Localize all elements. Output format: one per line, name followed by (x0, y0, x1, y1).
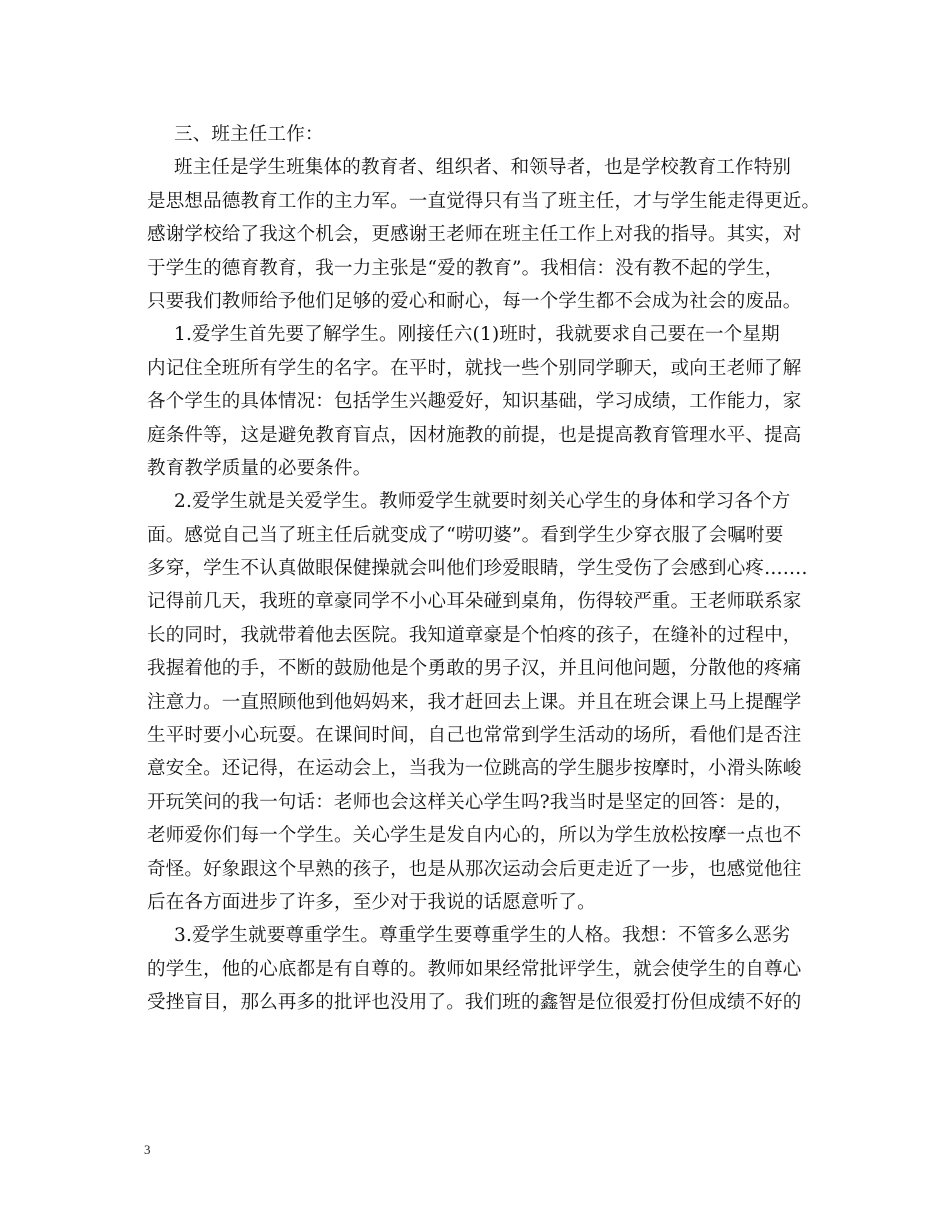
paragraph-line: 3.爱学生就要尊重学生。尊重学生要尊重学生的人格。我想：不管多么恶劣 (174, 925, 791, 947)
paragraph-line: 庭条件等，这是避免教育盲点，因材施教的前提，也是提高教育管理水平、提高 (147, 424, 802, 446)
paragraph-line: 老师爱你们每一个学生。关心学生是发自内心的，所以为学生放松按摩一点也不 (147, 825, 802, 847)
paragraph-line: 于学生的德育教育，我一力主张是“爱的教育”。我相信：没有教不起的学生， (147, 257, 784, 279)
paragraph-line: 各个学生的具体情况：包括学生兴趣爱好，知识基础，学习成绩，工作能力，家 (147, 391, 802, 413)
paragraph-line: 注意力。一直照顾他到他妈妈来，我才赶回去上课。并且在班会课上马上提醒学 (147, 691, 802, 713)
paragraph-line: 2.爱学生就是关爱学生。教师爱学生就要时刻关心学生的身体和学习各个方 (174, 491, 791, 513)
paragraph-line: 后在各方面进步了许多，至少对于我说的话愿意听了。 (147, 891, 596, 913)
body-text (147, 118, 821, 1020)
paragraph-line: 记得前几天，我班的章豪同学不小心耳朵碰到桌角，伤得较严重。王老师联系家 (147, 591, 802, 613)
paragraph-line: 开玩笑问的我一句话：老师也会这样关心学生吗?我当时是坚定的回答：是的， (147, 791, 793, 813)
paragraph-line: 班主任是学生班集体的教育者、组织者、和领导者，也是学校教育工作特别 (174, 157, 792, 179)
page-number: 3 (144, 1142, 151, 1157)
paragraph-line: 感谢学校给了我这个机会，更感谢王老师在班主任工作上对我的指导。其实，对 (147, 224, 802, 246)
section-heading: 三、班主任工作： (174, 124, 324, 145)
paragraph-line: 我握着他的手，不断的鼓励他是个勇敢的男子汉，并且问他问题，分散他的疼痛 (147, 658, 802, 680)
paragraph-line: 受挫盲目，那么再多的批评也没用了。我们班的鑫智是位很爱打份但成绩不好的 (147, 992, 802, 1014)
paragraph-line: 生平时要小心玩耍。在课间时间，自己也常常到学生活动的场所，看他们是否注 (147, 725, 802, 747)
paragraph-line: 教育教学质量的必要条件。 (147, 457, 372, 479)
paragraph-line: 长的同时，我就带着他去医院。我知道章豪是个怕疼的孩子，在缝补的过程中， (147, 624, 802, 646)
paragraph-line: 的学生，他的心底都是有自尊的。教师如果经常批评学生，就会使学生的自尊心 (147, 958, 802, 980)
paragraph-line: 是思想品德教育工作的主力军。一直觉得只有当了班主任，才与学生能走得更近。 (147, 190, 821, 212)
paragraph-line: 只要我们教师给予他们足够的爱心和耐心，每一个学生都不会成为社会的废品。 (147, 290, 802, 312)
paragraph-line: 奇怪。好象跟这个早熟的孩子，也是从那次运动会后更走近了一步，也感觉他往 (147, 858, 802, 880)
paragraph-line: 1.爱学生首先要了解学生。刚接任六(1)班时，我就要求自己要在一个星期 (174, 324, 780, 346)
paragraph-line: 内记住全班所有学生的名字。在平时，就找一些个别同学聊天，或向王老师了解 (147, 357, 802, 379)
paragraph-line: 意安全。还记得，在运动会上，当我为一位跳高的学生腿步按摩时，小滑头陈峻 (147, 758, 802, 780)
paragraph-line: 多穿，学生不认真做眼保健操就会叫他们珍爱眼睛，学生受伤了会感到心疼……. (147, 558, 808, 580)
paragraph-line: 面。感觉自己当了班主任后就变成了“唠叨婆”。看到学生少穿衣服了会嘱咐要 (147, 524, 784, 546)
